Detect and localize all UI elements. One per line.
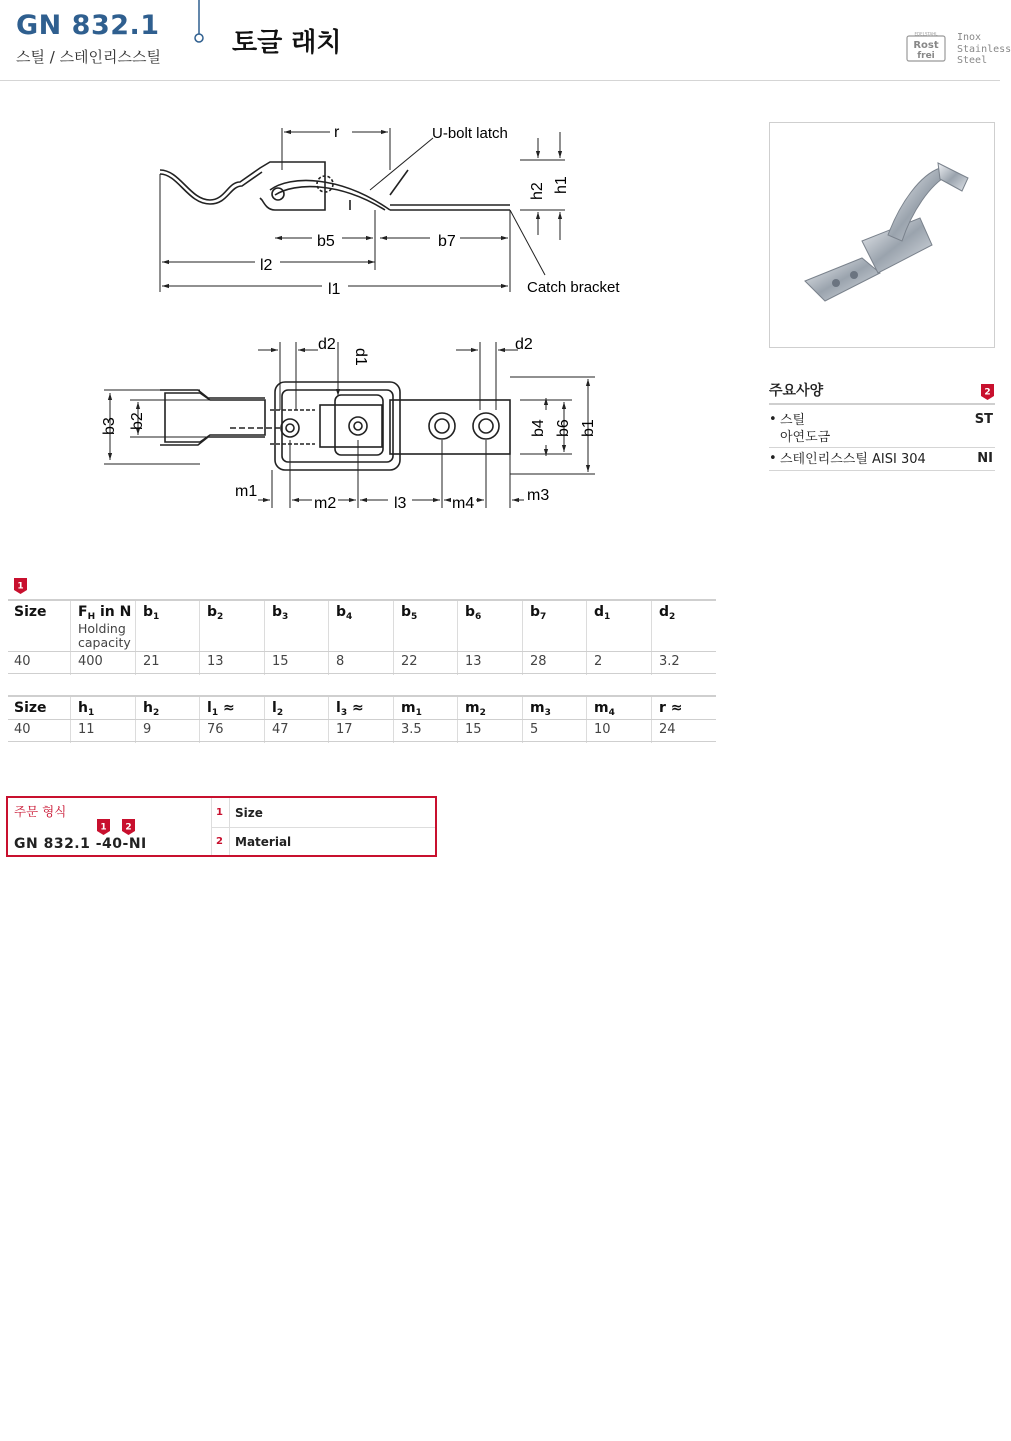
spec-label: 스테인리스스틸 AISI 304 bbox=[780, 452, 926, 467]
order-row-label: Material bbox=[235, 835, 292, 849]
table-header-cell: $h_1$ bbox=[78, 700, 95, 718]
order-code: GN 832.1 -40-NI bbox=[14, 836, 147, 852]
label-b5: b5 bbox=[317, 233, 335, 250]
table-header-cell: $b_2$ bbox=[207, 604, 224, 622]
table-cell: 22 bbox=[401, 654, 418, 669]
table-column-divider bbox=[651, 697, 652, 743]
table-cell: 13 bbox=[465, 654, 482, 669]
order-row-label: Size bbox=[235, 806, 263, 820]
order-badge-1-icon bbox=[97, 819, 110, 835]
table-header-rule bbox=[8, 719, 716, 720]
table-column-divider bbox=[522, 697, 523, 743]
table-header-cell: $m_1$ bbox=[401, 700, 422, 718]
table-column-divider bbox=[199, 697, 200, 743]
table-header-cell: $m_3$ bbox=[530, 700, 551, 718]
table-column-divider bbox=[651, 601, 652, 675]
label-m4: m4 bbox=[452, 495, 475, 512]
label-l1: l1 bbox=[328, 281, 341, 298]
label-l2: l2 bbox=[260, 257, 273, 274]
label-d1: d1 bbox=[352, 348, 369, 366]
table-cell: 21 bbox=[143, 654, 160, 669]
inox-label bbox=[957, 32, 1011, 67]
table-column-divider bbox=[135, 697, 136, 743]
product-title: 토글 래치 bbox=[232, 28, 342, 58]
table-column-divider bbox=[70, 601, 71, 675]
product-subtitle: 스틸 / 스테인리스스틸 bbox=[16, 48, 162, 66]
spec-separator bbox=[769, 470, 995, 471]
table-header-cell: $b_1$ bbox=[143, 604, 160, 622]
table-header-cell: $b_6$ bbox=[465, 604, 482, 622]
table-column-divider bbox=[457, 601, 458, 675]
dimensions-table-2 bbox=[8, 695, 716, 743]
toggle-latch-photo-icon bbox=[770, 123, 994, 347]
label-m2: m2 bbox=[314, 495, 337, 512]
header-divider bbox=[0, 80, 1000, 81]
table-cell: 10 bbox=[594, 722, 611, 737]
label-h1: h1 bbox=[553, 176, 570, 194]
table-cell: 76 bbox=[207, 722, 224, 737]
order-title: 주문 형식 bbox=[14, 804, 67, 819]
table-column-divider bbox=[393, 601, 394, 675]
product-photo bbox=[769, 122, 995, 348]
table-header-cell: Size bbox=[14, 604, 47, 620]
svg-text:1: 1 bbox=[17, 581, 24, 592]
table-cell: 17 bbox=[336, 722, 353, 737]
side-view bbox=[160, 162, 510, 210]
bullet: • bbox=[769, 412, 777, 427]
label-d2-right: d2 bbox=[515, 336, 533, 353]
label-m1: m1 bbox=[235, 483, 258, 500]
table-header-cell: $l_2$ bbox=[272, 700, 284, 718]
table-header-cell: Size bbox=[14, 700, 47, 716]
spec-label: 스틸 아연도금 bbox=[780, 413, 831, 445]
table-column-divider bbox=[457, 697, 458, 743]
table-cell: 8 bbox=[336, 654, 345, 669]
order-divider bbox=[211, 827, 435, 828]
table-row-rule bbox=[8, 673, 716, 674]
table-cell: 15 bbox=[465, 722, 482, 737]
label-b4: b4 bbox=[530, 419, 547, 437]
top-view bbox=[160, 382, 510, 470]
table-column-divider bbox=[393, 697, 394, 743]
table-column-divider bbox=[586, 601, 587, 675]
table-cell: 5 bbox=[530, 722, 539, 737]
svg-text:2: 2 bbox=[125, 822, 132, 833]
label-b1: b1 bbox=[580, 419, 597, 437]
badge-1-icon bbox=[14, 578, 27, 594]
table-header-cell: $b_5$ bbox=[401, 604, 418, 622]
order-row-num: 1 bbox=[216, 807, 223, 818]
order-badge-2-icon bbox=[122, 819, 135, 835]
table-column-divider bbox=[328, 601, 329, 675]
table-header-cell: r ≈ bbox=[659, 700, 683, 716]
label-ubolt: U-bolt latch bbox=[432, 125, 508, 142]
table-cell: 15 bbox=[272, 654, 289, 669]
table-header-cell: $d_1$ bbox=[594, 604, 611, 622]
badge-2-icon bbox=[981, 384, 994, 400]
label-catch: Catch bracket bbox=[527, 279, 620, 296]
dimensions-table-1 bbox=[8, 599, 716, 675]
inox-line: Inox bbox=[957, 32, 982, 43]
badge-top-text: EDELSTAHL bbox=[914, 31, 938, 37]
table-cell: 9 bbox=[143, 722, 152, 737]
table-cell: 2 bbox=[594, 654, 603, 669]
product-code: GN 832.1 bbox=[16, 10, 160, 41]
table-header-cell: $b_7$ bbox=[530, 604, 547, 622]
table-header-cell: $h_2$ bbox=[143, 700, 160, 718]
table-header-cell: $F_H$ in N Holding capacity bbox=[78, 604, 132, 650]
table-header-cell: $b_3$ bbox=[272, 604, 289, 622]
badge-word2: frei bbox=[917, 51, 935, 61]
table-cell: 13 bbox=[207, 654, 224, 669]
svg-text:1: 1 bbox=[100, 822, 107, 833]
spec-separator bbox=[769, 447, 995, 448]
inox-line: Stainless bbox=[957, 43, 1011, 55]
specs-top-rule bbox=[769, 403, 995, 405]
table-cell: 47 bbox=[272, 722, 289, 737]
table-header-cell: $l_1$ ≈ bbox=[207, 700, 235, 718]
table-header-cell: $m_2$ bbox=[465, 700, 486, 718]
table-cell: 11 bbox=[78, 722, 95, 737]
table-cell: 28 bbox=[530, 654, 547, 669]
rostfrei-badge-icon bbox=[906, 32, 948, 62]
technical-drawing bbox=[90, 110, 650, 530]
table-column-divider bbox=[70, 697, 71, 743]
table-header-cell: $m_4$ bbox=[594, 700, 615, 718]
label-m3: m3 bbox=[527, 487, 550, 504]
table-cell: 3.2 bbox=[659, 654, 680, 669]
label-h2: h2 bbox=[529, 182, 546, 200]
label-r: r bbox=[334, 124, 340, 141]
inox-line: Steel bbox=[957, 55, 988, 66]
label-b6: b6 bbox=[555, 419, 572, 437]
svg-text:2: 2 bbox=[984, 387, 991, 398]
pin-icon bbox=[193, 0, 205, 44]
bullet: • bbox=[769, 451, 777, 466]
label-b7: b7 bbox=[438, 233, 456, 250]
table-cell: 40 bbox=[14, 722, 31, 737]
table-column-divider bbox=[199, 601, 200, 675]
table-column-divider bbox=[522, 601, 523, 675]
table-cell: 24 bbox=[659, 722, 676, 737]
label-b3: b3 bbox=[101, 417, 118, 435]
table-cell: 3.5 bbox=[401, 722, 422, 737]
order-row-num: 2 bbox=[216, 836, 223, 847]
table-header-rule bbox=[8, 651, 716, 652]
label-d2-left: d2 bbox=[318, 336, 336, 353]
specs-title: 주요사양 bbox=[769, 383, 824, 399]
order-format-box bbox=[6, 796, 437, 857]
table-column-divider bbox=[264, 601, 265, 675]
spec-code: ST bbox=[974, 412, 993, 427]
table-column-divider bbox=[328, 697, 329, 743]
spec-code: NI bbox=[977, 451, 993, 466]
table-top-rule bbox=[8, 599, 716, 601]
table-header-cell: $d_2$ bbox=[659, 604, 676, 622]
table-cell: 400 bbox=[78, 654, 103, 669]
table-column-divider bbox=[135, 601, 136, 675]
table-cell: 40 bbox=[14, 654, 31, 669]
table-column-divider bbox=[264, 697, 265, 743]
label-l3: l3 bbox=[394, 495, 407, 512]
table-top-rule bbox=[8, 695, 716, 697]
badge-word1: Rost bbox=[913, 40, 939, 51]
table-header-cell: $l_3$ ≈ bbox=[336, 700, 364, 718]
table-column-divider bbox=[586, 697, 587, 743]
table-row-rule bbox=[8, 741, 716, 742]
table-header-cell: $b_4$ bbox=[336, 604, 353, 622]
label-b2: b2 bbox=[129, 412, 146, 430]
